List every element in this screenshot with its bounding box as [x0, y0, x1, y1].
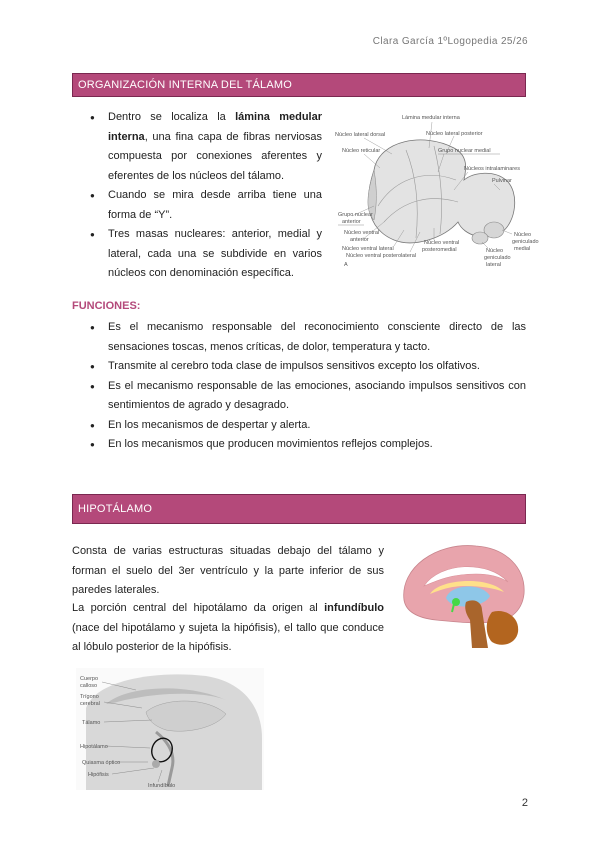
brain-sagittal-illustration: [396, 538, 530, 650]
section-title-hipotalamo: HIPOTÁLAMO: [72, 494, 526, 524]
section-title-talamo: ORGANIZACIÓN INTERNA DEL TÁLAMO: [72, 73, 526, 97]
label-lateral-posterior: Núcleo lateral posterior: [426, 131, 483, 137]
label-ventral-posteromedial: Núcleo ventral: [424, 240, 460, 246]
list-item: ● En los mecanismos que producen movimientos reflejos complejos.: [72, 435, 526, 455]
funciones-title: FUNCIONES:: [72, 300, 141, 312]
label-geniculado-lateral: Núcleo: [486, 248, 504, 254]
label-reticular: Núcleo reticular: [342, 148, 381, 154]
label-hipotalamo: Hipotálamo: [80, 744, 108, 750]
list-item: ● Transmite al cerebro toda clase de impulsos sensitivos excepto los olfativos.: [72, 357, 526, 377]
label-grupo-medial: Grupo nuclear medial: [438, 148, 491, 154]
label-pulvinar: Pulvinar: [492, 178, 512, 184]
list-item: ● Es el mecanismo responsable de las emociones, asociando impulsos sensitivos con sentimientos de agrado y desagrado.: [72, 377, 526, 416]
list-item: ● Tres masas nucleares: anterior, medial y lateral, cada una se subdivide en varios núcleos con denominación específica.: [72, 225, 322, 284]
label-infundibulo: Infundíbulo: [148, 783, 176, 789]
label-talamo: Tálamo: [82, 720, 101, 726]
label-geniculado-medial: medial: [514, 246, 531, 252]
label-cuerpo: calloso: [80, 683, 98, 689]
list-item: ● Dentro se localiza la lámina medular interna, una fina capa de fibras nerviosas compuesta por conexiones aferentes y eferentes de los núcleos del tálamo.: [72, 108, 322, 186]
list-item: ● Cuando se mira desde arriba tiene una forma de “Y”.: [72, 186, 322, 225]
label-grupo-anterior: Grupo nuclear: [338, 212, 373, 218]
label-hipofisis: Hipófisis: [88, 772, 109, 778]
label-ventral-posteromedial: posteromedial: [422, 247, 457, 253]
talamo-bullet-list: [72, 108, 322, 284]
funciones-bullet-list: [72, 318, 526, 455]
label-trigono: cerebral: [80, 701, 100, 707]
label-ventral-anterior: Núcleo ventral: [344, 230, 380, 236]
label-trigono: Trígono: [80, 694, 99, 700]
panel-letter: A: [344, 262, 348, 268]
label-lateral-dorsal: Núcleo lateral dorsal: [335, 132, 386, 138]
hipotalamo-paragraph: Consta de varias estructuras situadas debajo del tálamo y forman el suelo del 3er ventrículo y la parte inferior de sus paredes laterales.: [72, 545, 384, 596]
label-ventral-anterior: anterior: [350, 237, 369, 243]
page-header: Clara García 1ºLogopedia 25/26: [372, 36, 528, 47]
infundibulo-paragraph: La porción central del hipotálamo da origen al infundíbulo (nace del hipotálamo y sujeta la hipófisis), el tallo que conduce al lóbulo posterior de la hipófisis.: [72, 602, 384, 653]
label-lamina: Lámina medular interna: [402, 115, 460, 121]
label-geniculado-medial: geniculado: [512, 239, 539, 245]
label-intralaminares: Núcleos intralaminares: [464, 166, 520, 172]
label-quiasma: Quiasma óptico: [82, 760, 121, 766]
list-item: ● En los mecanismos de despertar y alerta.: [72, 416, 526, 436]
label-geniculado-medial: Núcleo: [514, 232, 532, 238]
list-item: ● Es el mecanismo responsable del reconocimiento consciente directo de las sensaciones toscas, menos críticas, de dolor, temperatura y tacto.: [72, 318, 526, 357]
label-geniculado-lateral: lateral: [486, 262, 501, 268]
hypothalamus-sagittal-diagram: [76, 668, 264, 790]
thalamus-diagram: [334, 110, 539, 270]
label-ventral-posterolateral: Núcleo ventral posterolateral: [346, 253, 417, 259]
label-geniculado-lateral: geniculado: [484, 255, 511, 261]
page-number: 2: [521, 797, 528, 809]
label-ventral-lateral: Núcleo ventral lateral: [342, 246, 394, 252]
label-grupo-anterior: anterior: [342, 219, 361, 225]
label-cuerpo: Cuerpo: [80, 676, 99, 682]
